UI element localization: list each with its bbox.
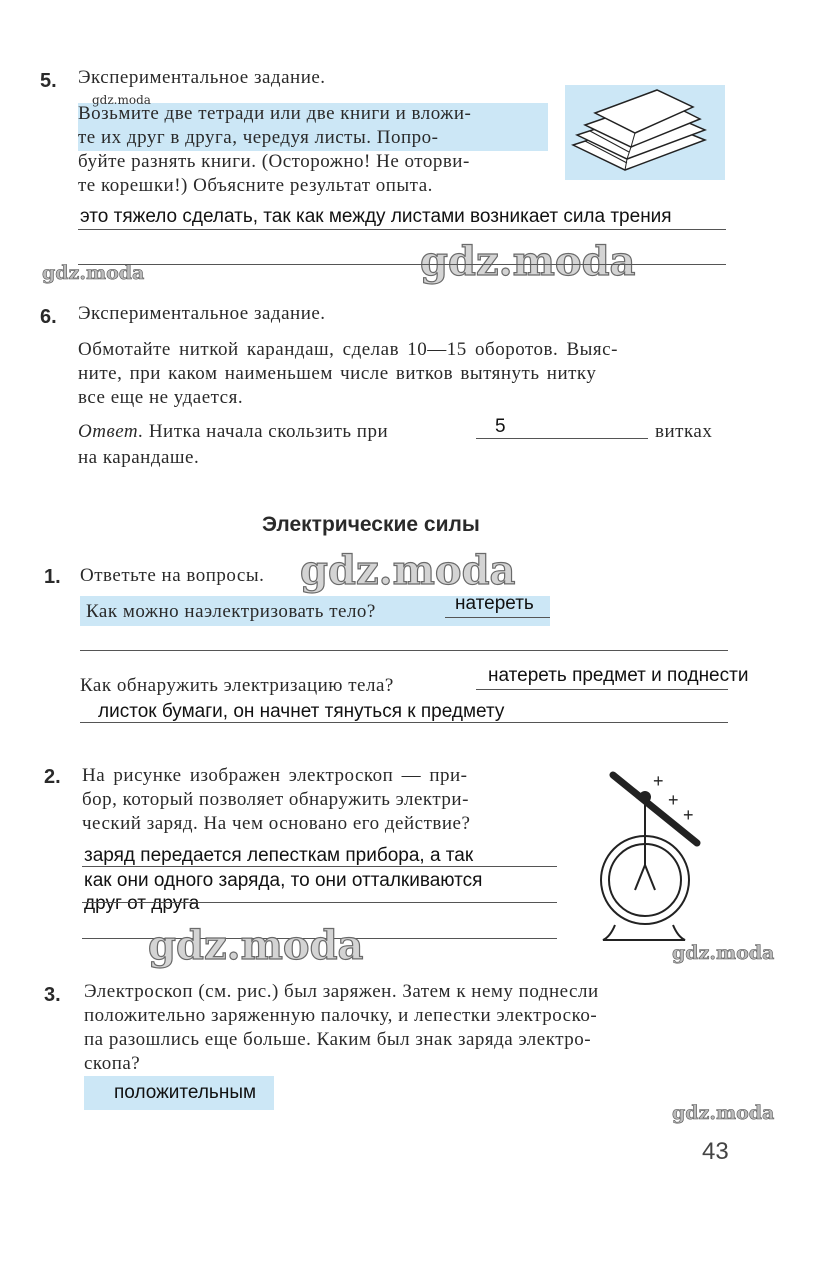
plus-sign: + <box>653 771 664 791</box>
task5-title: Экспериментальное задание. <box>78 67 326 88</box>
task6-answer-value: 5 <box>495 416 506 437</box>
task6-answer-row <box>78 420 388 444</box>
answer-line <box>82 902 557 903</box>
q2-answer-3: друг от друга <box>84 893 200 914</box>
q3-line-3: па разошлись еще больше. Каким был знак заряда электро- <box>84 1029 592 1050</box>
answer-line <box>80 722 728 723</box>
books-illustration <box>565 85 725 180</box>
task6-line-1: Обмотайте ниткой карандаш, сделав 10—15 оборотов. Выяс- <box>78 339 618 360</box>
watermark-small: gdz.moda <box>672 942 775 964</box>
q1-answer-b2: листок бумаги, он начнет тянуться к предмету <box>98 701 505 722</box>
answer-line <box>78 229 726 230</box>
watermark-tiny: gdz.moda <box>92 93 151 107</box>
q3-number: 3. <box>44 984 61 1006</box>
watermark-big: gdz.moda <box>148 922 364 969</box>
watermark-small: gdz.moda <box>672 1102 775 1124</box>
watermark-small: gdz.moda <box>42 262 145 284</box>
q2-line-1: На рисунке изображен электроскоп — при- <box>82 765 468 786</box>
answer-prefix: Нитка начала скользить при <box>148 421 389 442</box>
task6-answer-suffix: витках <box>655 421 713 442</box>
answer-label: Ответ. <box>78 421 144 442</box>
task6-line-3: все еще не удается. <box>78 387 244 408</box>
q2-answer-1: заряд передается лепесткам прибора, а так <box>84 845 474 866</box>
q3-line-2: положительно заряженную палочку, и лепестки электроско- <box>84 1005 598 1026</box>
q1-number: 1. <box>44 566 61 588</box>
watermark-big: gdz.moda <box>420 238 636 285</box>
plus-sign: + <box>668 790 679 810</box>
task5-line-1: Возьмите две тетради или две книги и вложи- <box>78 103 472 124</box>
watermark-big: gdz.moda <box>300 547 516 594</box>
q3-line-1: Электроскоп (см. рис.) был заряжен. Затем к нему поднесли <box>84 981 599 1002</box>
q2-number: 2. <box>44 766 61 788</box>
q1-question-b: Как обнаружить электризацию тела? <box>80 675 394 696</box>
electroscope-illustration <box>595 765 715 945</box>
answer-line <box>82 866 557 867</box>
q1-title: Ответьте на вопросы. <box>80 565 265 586</box>
task6-title: Экспериментальное задание. <box>78 303 326 324</box>
q1-question-a: Как можно наэлектризовать тело? <box>86 601 376 622</box>
task5-answer: это тяжело сделать, так как между листами возникает сила трения <box>80 206 672 227</box>
task6-number: 6. <box>40 306 57 328</box>
answer-line <box>445 617 550 618</box>
task6-answer-line2: на карандаше. <box>78 447 200 468</box>
task6-line-2: ните, при каком наименьшем числе витков вытянуть нитку <box>78 363 597 384</box>
q3-line-4: скопа? <box>84 1053 141 1074</box>
q1-answer-a: натереть <box>455 593 534 614</box>
task5-line-3: буйте разнять книги. (Осторожно! Не оторви- <box>78 151 470 172</box>
answer-line <box>78 264 726 265</box>
q3-answer: положительным <box>114 1082 257 1103</box>
plus-sign: + <box>683 805 694 825</box>
task5-line-2: те их друг в друга, чередуя листы. Попро- <box>78 127 439 148</box>
task5-line-4: те корешки!) Объясните результат опыта. <box>78 175 433 196</box>
q1-answer-b1: натереть предмет и поднести <box>488 665 749 686</box>
section-heading: Электрические силы <box>262 513 480 536</box>
answer-line <box>476 689 728 690</box>
task5-number: 5. <box>40 70 57 92</box>
q2-line-2: бор, который позволяет обнаружить электри- <box>82 789 469 810</box>
q2-line-3: ческий заряд. На чем основано его действие? <box>82 813 471 834</box>
answer-line <box>476 438 648 439</box>
answer-line <box>80 650 728 651</box>
q2-answer-2: как они одного заряда, то они отталкиваются <box>84 870 483 891</box>
page-number: 43 <box>702 1138 729 1165</box>
